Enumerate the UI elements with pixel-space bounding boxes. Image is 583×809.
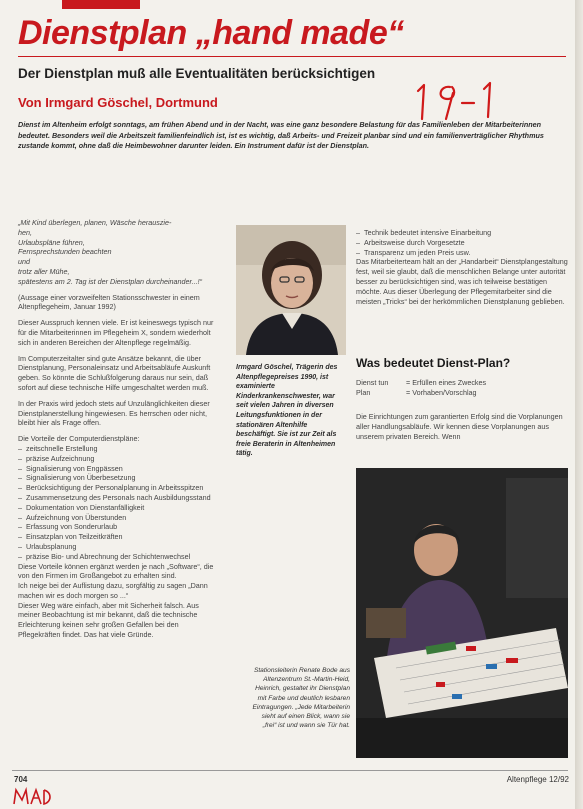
list-item: – Aufzeichnung von Überstunden <box>18 513 218 523</box>
list-item: – Zusammensetzung des Personals nach Ausbildungsstand <box>18 493 218 503</box>
page-edge <box>575 0 583 809</box>
list-item: – zeitschnelle Erstellung <box>18 444 218 454</box>
section-heading: Was bedeutet Dienst-Plan? <box>356 356 511 370</box>
body-paragraph: Dieser Ausspruch kennen viele. Er ist keineswegs typisch nur für die Mitarbeiterinnen im Pflegeheim X, sondern wiederholt sich in anderen Bereichen der Altenpflege regelmäßig. <box>18 318 214 347</box>
body-paragraph: Dieser Weg wäre einfach, aber mit Sicherheit falsch. Aus meiner Beobachtung ist mir bekannt, daß die technische Erleichterung keinen sehr großen Gefallen bei den Pflegekräften findet. Das hat viele Gründe. <box>18 600 199 640</box>
body-paragraph: Das Mitarbeiterteam hält an der „Handarbeit“ Dienstplangestaltung fest, weil sie glaubt, daß die menschlichen Belange unter autorität besser zu berücksichtigen sind, was ich teilweise bestätigen möchte. Aus dieser Überlegung der Pflegemitarbeiter sind die meisten „Tricks“ bei der herkömmlichen Dienstplanung geblieben. <box>356 257 568 306</box>
list-item: – Signalisierung von Überbesetzung <box>18 473 218 483</box>
quote-line: spätestens am 2. Tag ist der Dienstplan durcheinander...!“ <box>18 276 203 286</box>
definition-value: = Vorhaben/Vorschlag <box>406 388 477 397</box>
body-paragraph: Die Einrichtungen zum garantierten Erfolg sind die Vorplanungen aller Handlungsabläufe. Wir kennen diese Vorplanungen aus unserem privaten Bereich. Wenn <box>356 412 563 441</box>
list-item: – Einsatzplan von Teilzeitkräften <box>18 532 218 542</box>
advantages-list <box>18 444 218 562</box>
section-tab <box>62 0 140 9</box>
footer-rule <box>12 770 568 771</box>
opening-quote <box>18 218 218 287</box>
definition-term: Dienst tun <box>356 378 389 387</box>
list-item: – Dokumentation von Dienstanfälligkeit <box>18 503 218 513</box>
quote-line: Fernsprechstunden beachten <box>18 247 112 257</box>
list-item: – Urlaubsplanung <box>18 542 218 552</box>
article-title: Dienstplan „hand made“ <box>18 14 404 52</box>
list-heading: Die Vorteile der Computerdienstpläne: <box>18 434 140 444</box>
list-item: – präzise Bio- und Abrechnung der Schichtenwechsel <box>18 552 218 562</box>
journal-reference: Altenpflege 12/92 <box>506 775 569 784</box>
list-item: – Transparenz um jeden Preis usw. <box>356 248 570 258</box>
portrait-caption: Irmgard Göschel, Trägerin des Altenpflegepreises 1990, ist examinierte Kinderkrankenschwester, war seit vielen Jahren in diversen Leitungsfunktionen in der stationären Altenhilfe beschäftigt. Sie ist zur Zeit als freie Beraterin in Altenheimen tätig. <box>236 364 338 458</box>
body-paragraph: In der Praxis wird jedoch stets auf Unzulänglichkeiten dieser Dienstplanerstellung hingewiesen. Es herrschen oder nicht, bleibt hier als Frage offen. <box>18 398 210 428</box>
list-item: – Arbeitsweise durch Vorgesetzte <box>356 238 570 248</box>
list-item: – Erfassung von Sonderurlaub <box>18 522 218 532</box>
quote-line: „Mit Kind überlegen, planen, Wäsche herauszie- <box>18 218 172 227</box>
definition-row <box>356 388 570 398</box>
quote-line: hen, <box>18 227 32 237</box>
quote-line: und <box>18 257 30 267</box>
article-subtitle: Der Dienstplan muß alle Eventualitäten berücksichtigen <box>18 66 376 81</box>
list-item: – Technik bedeutet intensive Einarbeitung <box>356 228 570 238</box>
left-column <box>18 218 218 640</box>
byline: Von Irmgard Göschel, Dortmund <box>18 95 218 110</box>
list-item: – Signalisierung von Engpässen <box>18 464 218 474</box>
definitions <box>356 378 570 398</box>
definition-value: = Erfüllen eines Zweckes <box>406 378 487 387</box>
title-rule <box>18 56 566 57</box>
page-number: 704 <box>14 775 28 784</box>
right-column-bottom <box>356 412 570 441</box>
body-paragraph: Ich neige bei der Auflistung dazu, sorgfältig zu sagen „Dann machen wir es doch morgen so ...“ <box>18 581 208 600</box>
nurse-photo <box>356 468 568 758</box>
list-item: – präzise Aufzeichnung <box>18 454 218 464</box>
photo-caption: Stationsleiterin Renate Bode aus Altenzentrum St.-Martin-Heid, Heinrich, gestaltet ihr Dienstplan mit Farbe und deutlich lesbaren Eintragungen. „Jede Mitarbeiterin sieht auf einen Blick, wann sie „frei“ ist und wann sie Tür hat. <box>252 667 350 730</box>
quote-line: Urlaubspläne führen, <box>18 237 85 247</box>
definition-row <box>356 378 570 388</box>
body-paragraph: Im Computerzeitalter sind gute Ansätze bekannt, die über Dienstplanung, Personaleinsatz und Arbeitsabläufe Auskunft geben. So könnte die Schlußfolgerung daraus nur sein, daß sofort auf diese technische Hilfe umgeschaltet werden muß. <box>18 353 211 392</box>
list-item: – Berücksichtigung der Personalplanung in Arbeitsspitzen <box>18 483 218 493</box>
drawbacks-list <box>356 228 570 257</box>
handwritten-mark <box>12 784 52 806</box>
quote-line: trotz aller Mühe, <box>18 266 70 276</box>
right-column-top <box>356 228 570 306</box>
lead-paragraph: Dienst im Altenheim erfolgt sonntags, am frühen Abend und in der Nacht, was eine ganz besondere Belastung für das Familienleben der Mitarbeiterinnen bedeutet. Besonders weil die Arbeitszeit familienfeindlich ist, ist es wichtig, daß Arbeits- und Freizeit planbar sind und ein familienverträglicher Rhythmus zustande kommt, ohne daß die Heimbewohner darunter leiden. Ein Instrument dafür ist der Dienstplan. <box>18 120 544 151</box>
body-paragraph: Diese Vorteile können ergänzt werden je nach „Software“, die von den Firmen im Großangebot zu erhalten sind. <box>18 561 214 581</box>
quote-source: (Aussage einer vorzweifelten Stationsschwester in einem Altenpflegeheim, Januar 1992) <box>18 292 200 312</box>
handwritten-note <box>410 75 505 125</box>
definition-term: Plan <box>356 388 371 397</box>
author-portrait <box>236 225 346 355</box>
